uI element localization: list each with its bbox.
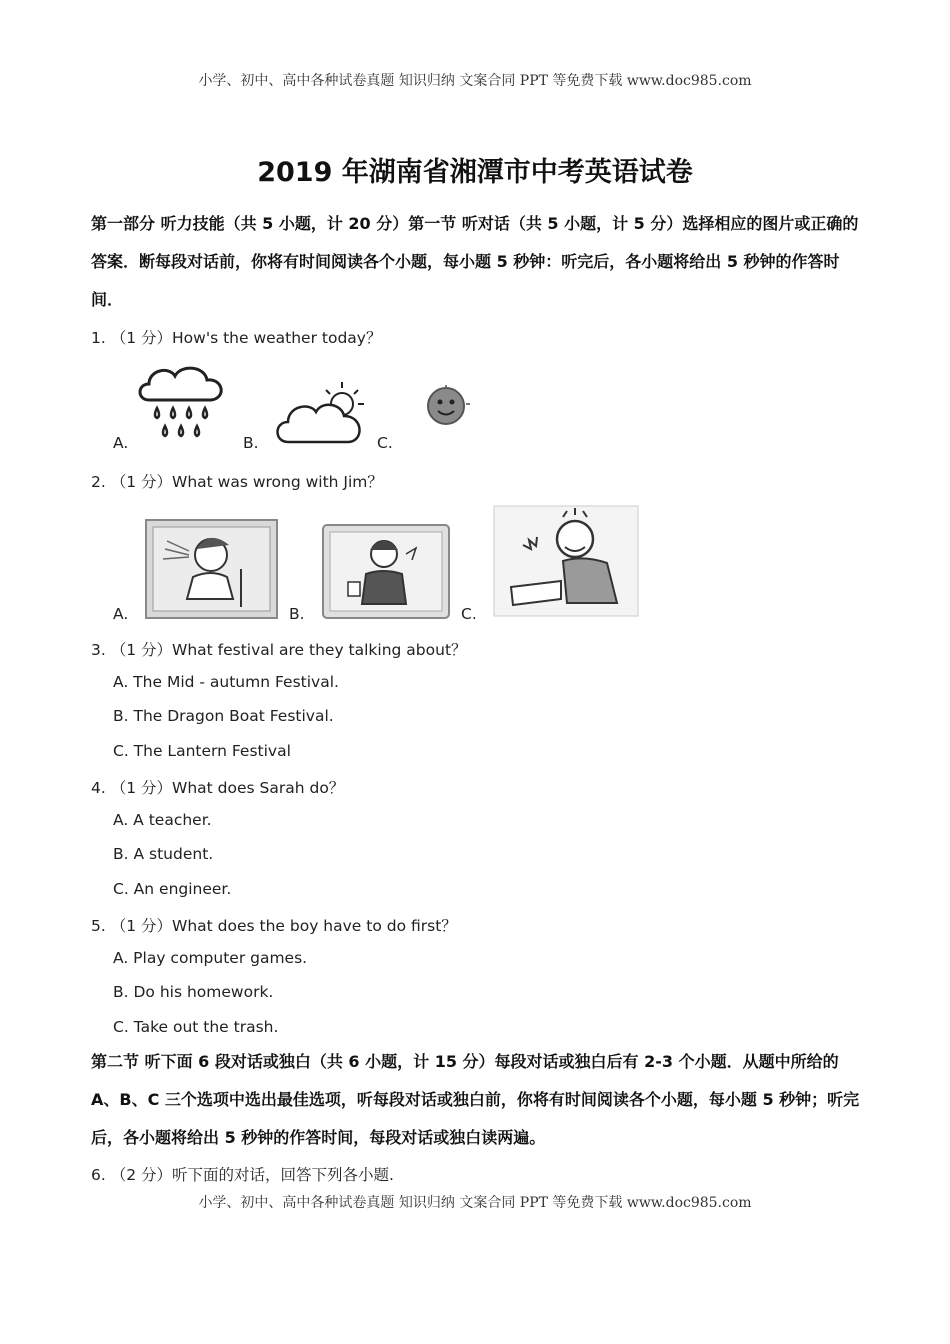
section2-instructions: 第二节 听下面 6 段对话或独白（共 6 小题，计 15 分）每段对话或独白后有 2-3 个小题．从题中所给的 A、B、C 三个选项中选出最佳选项，听每段对话或独白前，你将有时间阅读各个小题，每小题 5 秒钟；听完后，各小题将给出 5 秒钟的作答时间，每段对话或独白读两遍。: [91, 1052, 860, 1147]
page-title: 2019 年湖南省湘潭市中考英语试卷: [257, 157, 693, 188]
sun-icon: [422, 384, 472, 430]
q5-option-b[interactable]: B. Do his homework.: [113, 983, 274, 1001]
rain-cloud-icon: [135, 362, 227, 446]
part1-instructions: 第一部分 听力技能（共 5 小题，计 20 分）第一节 听对话（共 5 小题，计 5 分）选择相应的图片或正确的答案．断每段对话前，你将有时间阅读各个小题，每小题 5 秒钟：听完后，各小题将给出 5 秒钟的作答时间．: [91, 214, 859, 309]
q1-option-a-label: A.: [113, 434, 129, 452]
q3-option-a[interactable]: A. The Mid - autumn Festival.: [113, 673, 339, 691]
q3-option-c[interactable]: C. The Lantern Festival: [113, 742, 291, 760]
question-2-stem: 2. （1 分）What was wrong with Jim？: [91, 473, 383, 491]
page-footer: 小学、初中、高中各种试卷真题 知识归纳 文案合同 PPT 等免费下载 www.doc985.com: [198, 1195, 752, 1211]
q5-option-c[interactable]: C. Take out the trash.: [113, 1018, 279, 1036]
question-4-stem: 4. （1 分）What does Sarah do？: [91, 779, 345, 797]
question-1-stem: 1. （1 分）How's the weather today？: [91, 329, 382, 347]
q2-option-c-label: C.: [461, 605, 477, 623]
injured-person-image: [493, 505, 639, 617]
sneezing-person-image: [145, 519, 278, 619]
q2-option-b-label: B.: [289, 605, 305, 623]
question-6-stem: 6. （2 分）听下面的对话，回答下列各小题.: [91, 1166, 394, 1184]
question-5-stem: 5. （1 分）What does the boy have to do first？: [91, 917, 457, 935]
sick-person-image: [322, 524, 450, 619]
q2-option-a-label: A.: [113, 605, 129, 623]
q1-option-b-label: B.: [243, 434, 259, 452]
page-header: 小学、初中、高中各种试卷真题 知识归纳 文案合同 PPT 等免费下载 www.doc985.com: [198, 73, 752, 89]
q4-option-b[interactable]: B. A student.: [113, 845, 214, 863]
q1-option-c-label: C.: [377, 434, 393, 452]
cloudy-sun-icon: [274, 376, 366, 446]
q5-option-a[interactable]: A. Play computer games.: [113, 949, 308, 967]
q3-option-b[interactable]: B. The Dragon Boat Festival.: [113, 707, 334, 725]
question-3-stem: 3. （1 分）What festival are they talking about？: [91, 641, 467, 659]
q4-option-c[interactable]: C. An engineer.: [113, 880, 232, 898]
q4-option-a[interactable]: A. A teacher.: [113, 811, 212, 829]
